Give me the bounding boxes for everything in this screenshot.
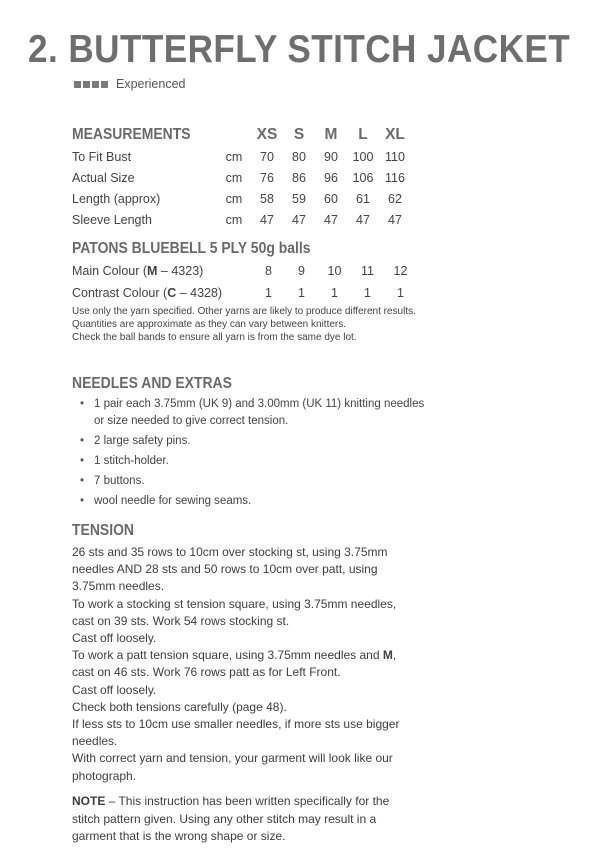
size-header: XS [256, 126, 278, 143]
row-unit: cm [225, 212, 243, 227]
row-label: To Fit Bust [72, 149, 132, 164]
note-text: – This instruction has been written specifically for the stitch pattern given. Using any other stitch may result in a garment that is the wrong shape or size. [72, 794, 390, 843]
cell-value: 90 [324, 149, 338, 164]
tension-paragraph: 26 sts and 35 rows to 10cm over stocking st, using 3.75mm needles AND 28 sts and 50 rows to 10cm over patt, using 3.75mm needles. [72, 545, 388, 594]
cell-value: 61 [356, 191, 370, 206]
list-item: • wool needle for sewing seams. [72, 493, 432, 510]
cell-value: 1 [364, 286, 371, 300]
cell-value: 47 [324, 212, 338, 227]
yarn-note: Use only the yarn specified. Other yarns are likely to produce different results. [72, 306, 416, 317]
row-label: Length (approx) [72, 191, 161, 206]
cell-value: 12 [393, 264, 408, 278]
cell-value: 76 [260, 170, 274, 185]
table-row [72, 209, 411, 230]
level-square-icon [92, 81, 99, 88]
table-row [72, 167, 411, 188]
note-block [72, 793, 407, 846]
cell-value: 47 [292, 212, 306, 227]
note-label: NOTE [72, 794, 106, 808]
cell-value: 58 [260, 191, 274, 206]
row-label: Actual Size [72, 170, 135, 185]
list-item: • 2 large safety pins. [72, 433, 432, 450]
size-header: XL [385, 126, 405, 143]
tension-text [72, 544, 407, 785]
cell-value: 116 [385, 170, 405, 185]
measurements-heading: MEASUREMENTS [72, 126, 191, 143]
tension-paragraph: Cast off loosely. [72, 631, 157, 646]
cell-value: 11 [361, 264, 374, 278]
yarn-note: Check the ball bands to ensure all yarn is from the same dye lot. [72, 332, 357, 343]
skill-level [74, 77, 186, 91]
tension-paragraph: To work a patt tension square, using 3.75mm needles and M, cast on 46 sts. Work 76 rows patt as for Left Front. [72, 648, 397, 680]
cell-value: 96 [324, 170, 338, 185]
cell-value: 80 [292, 149, 306, 164]
page-title: 2. BUTTERFLY STITCH JACKET [28, 28, 571, 71]
cell-value: 8 [265, 264, 272, 278]
table-row [72, 282, 417, 304]
cell-value: 9 [298, 264, 305, 278]
size-header: S [293, 126, 305, 143]
yarn-heading: PATONS BLUEBELL 5 PLY 50g balls [72, 240, 311, 257]
row-unit: cm [225, 170, 243, 185]
cell-value: 1 [298, 286, 305, 300]
cell-value: 106 [352, 170, 374, 185]
cell-value: 110 [385, 149, 405, 164]
size-header: M [324, 126, 338, 143]
yarn-table [72, 260, 417, 304]
tension-paragraph: With correct yarn and tension, your garment will look like our photograph. [72, 751, 393, 783]
tension-paragraph: If less sts to 10cm use smaller needles, if more sts use bigger needles. [72, 717, 400, 749]
list-item: • 1 pair each 3.75mm (UK 9) and 3.00mm (UK 11) knitting needles or size needed to give correct tension. [72, 396, 432, 430]
cell-value: 10 [327, 264, 342, 278]
cell-value: 62 [388, 191, 402, 206]
tension-paragraph: Check both tensions carefully (page 48). [72, 699, 287, 714]
row-unit: cm [225, 149, 243, 164]
level-square-icon [74, 81, 81, 88]
cell-value: 86 [292, 170, 306, 185]
measurements-table [72, 124, 411, 230]
cell-value: 1 [397, 286, 404, 300]
skill-level-label: Experienced [116, 77, 186, 91]
row-label: Sleeve Length [72, 212, 152, 227]
needles-list [72, 396, 432, 513]
cell-value: 1 [265, 286, 272, 300]
cell-value: 70 [260, 149, 274, 164]
list-item: • 7 buttons. [72, 473, 432, 490]
tension-paragraph: To work a stocking st tension square, using 3.75mm needles, cast on 39 sts. Work 54 rows stocking st. [72, 596, 397, 628]
table-row [72, 260, 417, 282]
yarn-note: Quantities are approximate as they can vary between knitters. [72, 319, 347, 330]
table-row [72, 146, 411, 167]
level-square-icon [83, 81, 90, 88]
yarn-notes [72, 305, 432, 344]
main-colour-label: Main Colour (M – 4323) [72, 264, 204, 278]
row-unit: cm [225, 191, 243, 206]
cell-value: 59 [292, 191, 306, 206]
contrast-colour-label: Contrast Colour (C – 4328) [72, 286, 223, 300]
needles-heading: NEEDLES AND EXTRAS [72, 375, 232, 392]
cell-value: 47 [356, 212, 370, 227]
cell-value: 1 [331, 286, 338, 300]
level-square-icon [101, 81, 108, 88]
tension-paragraph: Cast off loosely. [72, 682, 157, 697]
table-row [72, 188, 411, 209]
cell-value: 47 [260, 212, 274, 227]
list-item: • 1 stitch-holder. [72, 453, 432, 470]
cell-value: 60 [324, 191, 338, 206]
measurements-header-row [72, 124, 411, 146]
cell-value: 47 [388, 212, 402, 227]
tension-heading: TENSION [72, 522, 135, 539]
size-header: L [358, 126, 368, 143]
cell-value: 100 [352, 149, 374, 164]
